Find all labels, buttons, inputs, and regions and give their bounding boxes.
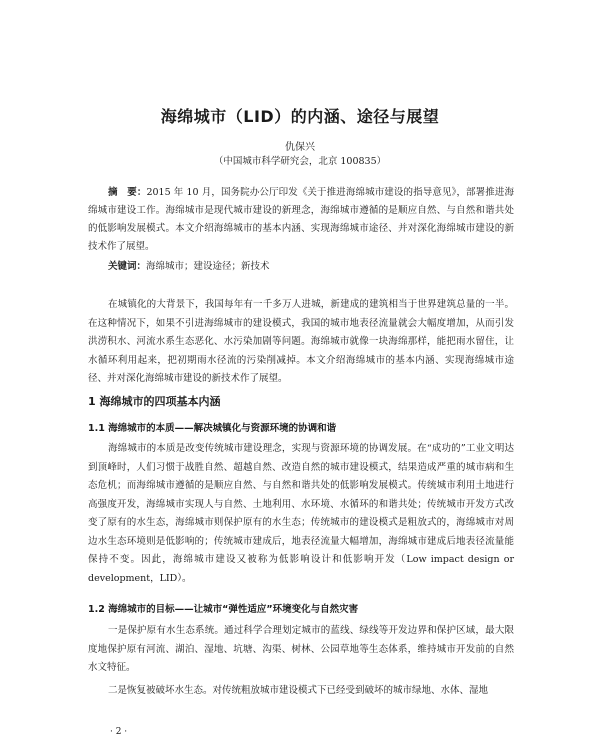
affiliation: （中国城市科学研究会，北京 100835）: [213, 156, 387, 167]
intro-paragraph: 在城镇化的大背景下，我国每年有一千多万人进城，新建成的建筑相当于世界建筑总量的一半。在这种情况下，如果不引进海绵城市的建设模式，我国的城市地表径流量就会大幅度增加，从而引发洪涝积水、河流水系生态恶化、水污染加剧等问题。海绵城市就像一块海绵那样，能把雨水留住，让水循环利用起来，把初期雨水径流的污染削减掉。本文介绍海绵城市的基本内涵、实现海绵城市途径、并对深化海绵城市建设的新技术作了展望。: [88, 299, 514, 384]
paper-title: 海绵城市（LID）的内涵、途径与展望: [160, 107, 440, 126]
section-1-2-paragraph-2: 二是恢复被破坏水生态。对传统粗放城市建设模式下已经受到破坏的城市绿地、水体、湿地: [108, 685, 489, 696]
keywords: [88, 258, 514, 276]
page-number: · 2 ·: [110, 727, 128, 737]
section-1-heading: 1 海绵城市的四项基本内涵: [88, 395, 221, 408]
abstract-label: 摘 要：: [108, 187, 147, 198]
abstract-text: 2015 年 10 月，国务院办公厅印发《关于推进海绵城市建设的指导意见》，部署推进海绵城市建设工作。海绵城市是现代城市建设的新理念，海绵城市遵循的是顺应自然、与自然和谐共处的低影响发展模式。本文介绍海绵城市的基本内涵、实现海绵城市途径、并对深化海绵城市建设的新技术作了展望。: [88, 187, 514, 252]
section-1-2-heading: 1.2 海绵城市的目标——让城市“弹性适应”环境变化与自然灾害: [88, 604, 359, 615]
keywords-label: 关键词：: [108, 261, 147, 272]
keywords-text: 海绵城市；建设途径；新技术: [146, 261, 270, 272]
section-1-1-heading: 1.1 海绵城市的本质——解决城镇化与资源环境的协调和谐: [88, 423, 337, 434]
section-1-2-paragraph-1: 一是保护原有水生态系统。通过科学合理划定城市的蓝线、绿线等开发边界和保护区域，最大限度地保护原有河流、湖泊、湿地、坑塘、沟渠、树林、公园草地等生态体系，维持城市开发前的自然水文特征。: [88, 625, 514, 673]
abstract: [88, 184, 514, 256]
section-1-1-paragraph: 海绵城市的本质是改变传统城市建设理念，实现与资源环境的协调发展。在“成功的”工业文明达到顶峰时，人们习惯于战胜自然、超越自然、改造自然的城市建设模式，结果造成严重的城市病和生态危机；而海绵城市遵循的是顺应自然、与自然和谐共处的低影响发展模式。传统城市利用土地进行高强度开发，海绵城市实现人与自然、土地利用、水环境、水循环的和谐共处；传统城市开发方式改变了原有的水生态，海绵城市则保护原有的水生态；传统城市的建设模式是粗放式的，海绵城市对周边水生态环境则是低影响的；传统城市建成后，地表径流量大幅增加，海绵城市建成后地表径流量能保持不变。因此，海绵城市建设又被称为低影响设计和低影响开发（Low impact design or development，LID）。: [88, 443, 514, 584]
author-name: 仇保兴: [285, 142, 315, 153]
